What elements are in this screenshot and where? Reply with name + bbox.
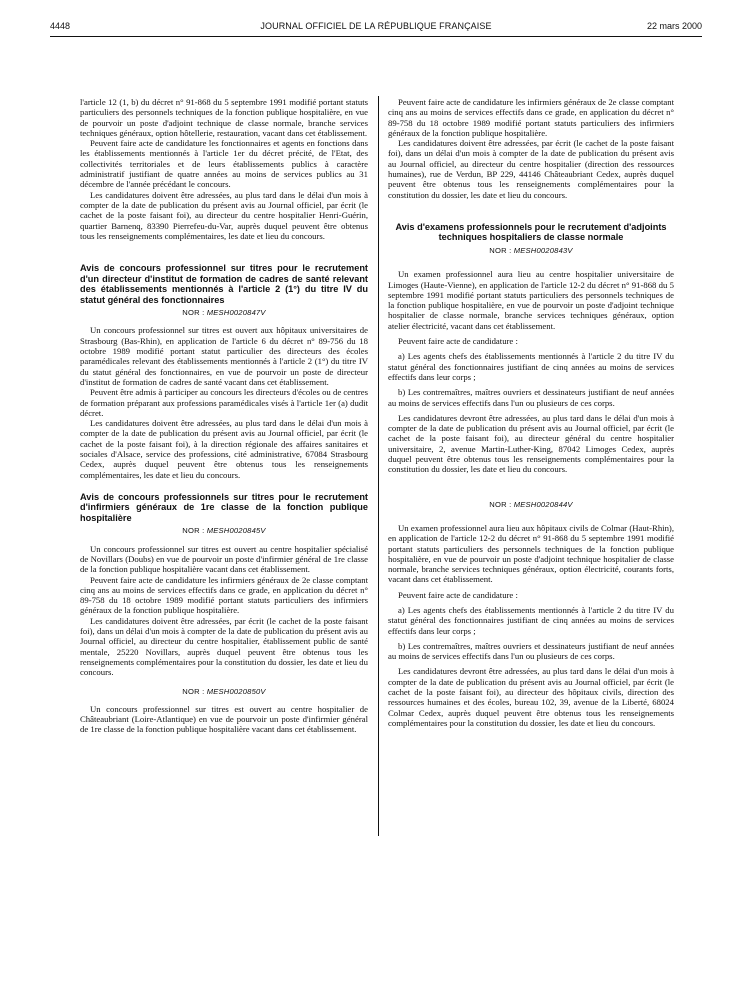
paragraph: Peuvent faire acte de candidature : [398, 589, 518, 600]
paragraph: Peuvent être admis à participer au concours les directeurs d'écoles ou de centres de formation préparant aux professions paramédicales visés à l'article 1er (a) dudit décret. [80, 387, 368, 418]
left-column [80, 97, 368, 735]
right-column [388, 97, 674, 728]
section-title: Avis d'examens professionnels pour le recrutement d'adjoints techniques hospitaliers de classe normale [395, 221, 667, 243]
paragraph: Peuvent faire acte de candidature : [398, 336, 518, 347]
paragraph: Les candidatures devront être adressées, au plus tard dans le délai d'un mois à compter de la date de publication du présent avis au Journal officiel, par écrit (le cachet de la poste faisant foi), au directeur général du centre hospitalier universitaire, 2, avenue Martin-Luther-King, 87042 Limoges Cedex, auprès duquel peuvent être obtenus tous les renseignements complémentaires pour la constitution du dossier, les date et lieu du concours. [388, 412, 674, 475]
paragraph: Les candidatures doivent être adressées, par écrit (le cachet de la poste faisant foi), dans un délai d'un mois à compter de la date de publication du présent avis au Journal officiel, au directeur du centre hospitalier, établissement public de santé mentale, 25220 Novillars, auprès duquel peuvent être obtenus tous les renseignements complémentaires pour la constitution du dossier, les date et lieu du concours. [80, 615, 368, 678]
section-title: Avis de concours professionnel sur titres pour le recrutement d'un directeur d'institut de formation de cadres de santé relevant des établissements mentionnés à l'article 2 (1°) du titre IV du statut général des fonctionnaires [80, 263, 368, 305]
page-number: 4448 [50, 21, 71, 31]
nor-reference: NOR : MESH0020847V [182, 308, 266, 318]
column-divider [378, 96, 379, 836]
paragraph: b) Les contremaîtres, maîtres ouvriers et dessinateurs justifiant de neuf années au moins de services effectifs dans l'un ou plusieurs de ces corps. [388, 640, 674, 662]
nor-reference: NOR : MESH0020844V [489, 499, 573, 509]
nor-reference: NOR : MESH0020850V [182, 686, 266, 696]
paragraph: Un concours professionnel sur titres est ouvert au centre hospitalier de Châteaubriant (Loire-Atlantique) en vue de pourvoir un poste d'infirmier général de 1re classe de la fonction publique hospitalière vacant dans cet établissement. [80, 703, 368, 735]
paragraph: Les candidatures doivent être adressées, au plus tard dans le délai d'un mois à compter de la date de publication du présent avis au Journal officiel, par écrit (le cachet de la poste faisant foi), au directeur du centre hospitalier Henri-Guérin, quartier Barnenq, 83390 Pierrefeu-du-Var, auprès duquel peuvent être obtenus tous les renseignements complémentaires, les date et lieu du concours. [80, 189, 368, 241]
paragraph: a) Les agents chefs des établissements mentionnés à l'article 2 du titre IV du statut général des fonctionnaires justifiant de cinq années au moins de services effectifs dans leur corps ; [388, 604, 674, 636]
section-title: Avis de concours professionnels sur titres pour le recrutement d'infirmiers généraux de 1re classe de la fonction publique hospitalière [80, 491, 368, 523]
paragraph: Peuvent faire acte de candidature les infirmiers généraux de 2e classe comptant cinq ans au moins de services effectifs dans ce grade, en application du décret n° 89-758 du 18 octobre 1989 modifié portant statuts particuliers des infirmiers généraux de la fonction publique hospitalière. [80, 574, 368, 616]
paragraph: Un examen professionnel aura lieu au centre hospitalier universitaire de Limoges (Haute-Vienne), en application de l'article 12-2 du décret n° 91-868 du 5 septembre 1991 modifié portant statuts particuliers des personnels techniques de la fonction publique hospitalière, en vue de pourvoir un poste d'adjoint technique hospitalier de classe normale, branche services techniques généraux, option atelier électricité, vacant dans cet établissement. [388, 269, 674, 331]
paragraph: b) Les contremaîtres, maîtres ouvriers et dessinateurs justifiant de neuf années au moins de services effectifs dans l'un ou plusieurs de ces corps. [388, 387, 674, 408]
paragraph: Les candidatures devront être adressées, au plus tard dans le délai d'un mois à compter de la date de publication du présent avis au Journal officiel, par écrit (le cachet de la poste faisant foi), au directeur des hôpitaux civils, direction des ressources humaines et des écoles, bureau 102, 39, avenue de la Liberté, 68024 Colmar Cedex, auprès duquel peuvent être obtenus tous les renseignements complémentaires pour la constitution du dossier, les date et lieu du concours. [388, 666, 674, 728]
paragraph: a) Les agents chefs des établissements mentionnés à l'article 2 du titre IV du statut général des fonctionnaires justifiant de cinq années au moins de services effectifs dans leur corps ; [388, 351, 674, 382]
paragraph: Les candidatures doivent être adressées, par écrit (le cachet de la poste faisant foi), dans un délai d'un mois à compter de la date de publication du présent avis au Journal officiel, au directeur du centre hospitalier (direction des ressources humaines), rue de Verdun, BP 229, 44146 Châteaubriant Cedex, auprès duquel peuvent être obtenus tous les renseignements complémentaires pour la constitution du dossier, les date et lieu du concours. [388, 138, 674, 200]
header-rule [50, 36, 702, 37]
paragraph: Les candidatures doivent être adressées, au plus tard dans le délai d'un mois à compter de la date de publication du présent avis au Journal officiel, par écrit (le cachet de la poste faisant foi), à la direction régionale des affaires sanitaires et sociales d'Alsace, service des professions, cité administrative, 67084 Strasbourg Cedex, auprès duquel peuvent être obtenus tous les renseignements complémentaires, les date et lieu du concours. [80, 418, 368, 480]
paragraph: Un examen professionnel aura lieu aux hôpitaux civils de Colmar (Haut-Rhin), en application de l'article 12-2 du décret n° 91-868 du 5 septembre 1991 modifié portant statuts particuliers des personnels techniques de la fonction publique hospitalière, en vue de pourvoir un poste d'adjoint technique hospitalier de classe normale, branche services techniques généraux, option électricité, courants forts, vacant dans cet établissement. [388, 522, 674, 585]
paragraph: Peuvent faire acte de candidature les infirmiers généraux de 2e classe comptant cinq ans au moins de services effectifs dans ce grade, en application du décret n° 89-758 du 18 octobre 1989 modifié portant statuts particuliers des infirmiers généraux de la fonction publique hospitalière. [388, 97, 674, 138]
page-header [50, 21, 702, 35]
nor-reference: NOR : MESH0020843V [489, 245, 573, 255]
paragraph: Peuvent faire acte de candidature les fonctionnaires et agents en fonctions dans les établissements mentionnés à l'article 1er du décret précité, de l'Etat, des collectivités territoriales et de leurs établissements publics à caractère administratif justifiant de quatre années au moins de services publics au 31 décembre de l'année précédant le concours. [80, 138, 368, 190]
paragraph: l'article 12 (1, b) du décret n° 91-868 du 5 septembre 1991 modifié portant statuts particuliers des personnels techniques de la fonction publique hospitalière, en vue de pourvoir un poste d'adjoint technique de classe normale, branche services techniques généraux, option hôtellerie, restauration, vacant dans cet établissement. [80, 97, 368, 138]
paragraph: Un concours professionnel sur titres est ouvert au centre hospitalier spécialisé de Novillars (Doubs) en vue de pourvoir un poste d'infirmier général de 1re classe de la fonction publique hospitalière vacant dans cet établissement. [80, 543, 368, 575]
journal-title: JOURNAL OFFICIEL DE LA RÉPUBLIQUE FRANÇAISE [260, 21, 492, 31]
publication-date: 22 mars 2000 [646, 21, 702, 31]
nor-reference: NOR : MESH0020845V [182, 526, 266, 536]
paragraph: Un concours professionnel sur titres est ouvert aux hôpitaux universitaires de Strasbourg (Bas-Rhin), en application de l'article 6 du décret n° 89-756 du 18 octobre 1989 modifié portant statut particulier des directeurs des écoles paramédicales relevant des établissements mentionnés à l'article 2 (1°) du titre IV du statut général des fonctionnaires, en vue de pourvoir un poste de directeur d'institut de formation de cadres de santé vacant dans cet établissement. [80, 325, 368, 387]
